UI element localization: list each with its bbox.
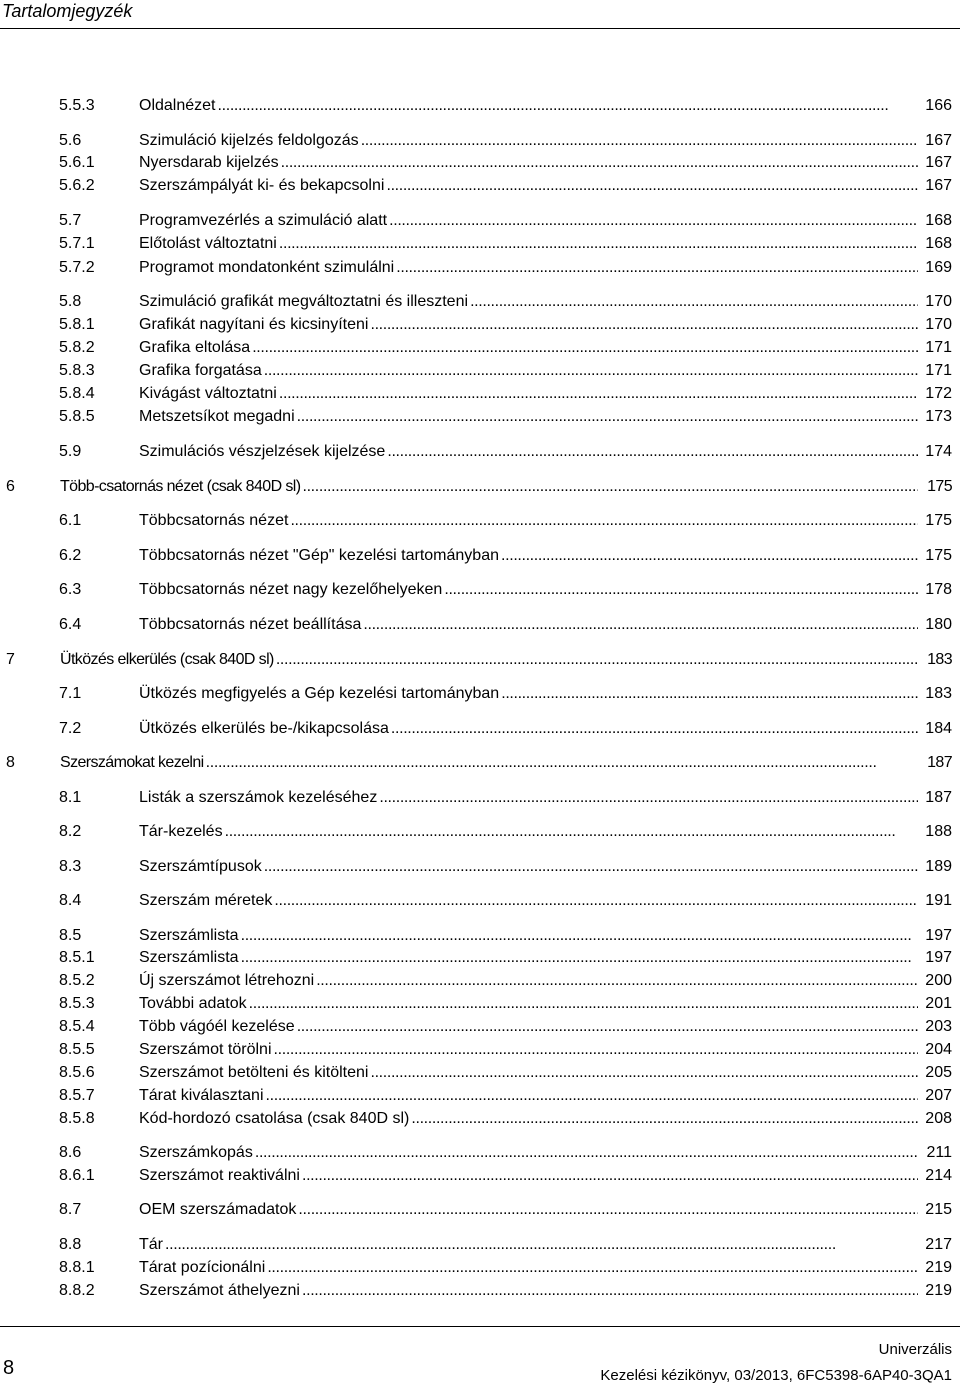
toc-entry[interactable] bbox=[0, 614, 960, 636]
toc-entry-number: 5.8.5 bbox=[59, 408, 95, 425]
toc-entry-page: 187 bbox=[925, 789, 952, 806]
toc-entry-number: 6.4 bbox=[59, 616, 82, 633]
toc-chapter-entry[interactable] bbox=[0, 649, 960, 671]
toc-entry-page: 167 bbox=[925, 177, 952, 194]
toc-entry-title[interactable]: Új szerszámot létrehozni . . . bbox=[139, 970, 918, 992]
toc-entry-number: 8.5.2 bbox=[59, 972, 95, 989]
toc-entry-title[interactable]: Grafika eltolása . . . bbox=[139, 337, 918, 359]
toc-entry-number: 8 bbox=[6, 754, 15, 771]
toc-entry-page: 178 bbox=[925, 581, 952, 598]
toc-entry-page: 175 bbox=[925, 512, 952, 529]
toc-entry-title[interactable]: Szerszámot reaktiválni . . . bbox=[139, 1165, 918, 1187]
toc-entry-page: 214 bbox=[925, 1167, 952, 1184]
toc-entry-title[interactable]: Szerszámkopás . . . bbox=[139, 1142, 918, 1164]
toc-entry[interactable] bbox=[0, 1062, 960, 1084]
toc-entry-title[interactable]: Több-csatornás nézet (csak 840D sl) . . . bbox=[60, 476, 918, 498]
toc-entry[interactable] bbox=[0, 152, 960, 174]
toc-entry-title[interactable]: Grafikát nagyítani és kicsinyíteni . . . bbox=[139, 314, 918, 336]
toc-entry[interactable] bbox=[0, 360, 960, 382]
toc-entry-page: 172 bbox=[925, 385, 952, 402]
toc-entry-page: 205 bbox=[925, 1064, 952, 1081]
toc-entry[interactable] bbox=[0, 947, 960, 969]
toc-entry-title[interactable]: További adatok . . . bbox=[139, 993, 918, 1015]
toc-entry-page: 168 bbox=[925, 212, 952, 229]
toc-entry-page: 203 bbox=[925, 1018, 952, 1035]
toc-entry-number: 7.2 bbox=[59, 720, 82, 737]
toc-entry-number: 6.3 bbox=[59, 581, 82, 598]
toc-entry-page: 201 bbox=[925, 995, 952, 1012]
toc-entry-number: 8.8.1 bbox=[59, 1259, 95, 1276]
toc-entry-title[interactable]: Többcsatornás nézet nagy kezelőhelyeken . . . bbox=[139, 579, 918, 601]
toc-entry[interactable] bbox=[0, 257, 960, 279]
toc-entry-title[interactable]: Szerszámot áthelyezni . . . bbox=[139, 1280, 918, 1302]
toc-entry-number: 8.5.3 bbox=[59, 995, 95, 1012]
toc-entry-number: 5.8.4 bbox=[59, 385, 95, 402]
toc-entry-title[interactable]: Előtolást változtatni . . . bbox=[139, 233, 918, 255]
toc-entry-number: 8.2 bbox=[59, 823, 82, 840]
toc-entry-number: 5.6 bbox=[59, 132, 82, 149]
toc-entry[interactable] bbox=[0, 993, 960, 1015]
toc-entry[interactable] bbox=[0, 970, 960, 992]
toc-entry-title[interactable]: Oldalnézet . . . bbox=[139, 95, 918, 117]
toc-entry-title[interactable]: Programvezérlés a szimuláció alatt . . . bbox=[139, 210, 918, 232]
toc-entry-title[interactable]: Nyersdarab kijelzés . . . bbox=[139, 152, 918, 174]
toc-entry-page: 166 bbox=[925, 97, 952, 114]
toc-entry[interactable] bbox=[0, 95, 960, 117]
toc-entry-number: 5.8.3 bbox=[59, 362, 95, 379]
toc-entry-number: 8.5.6 bbox=[59, 1064, 95, 1081]
toc-entry-title[interactable]: Ütközés elkerülés be-/kikapcsolása . . . bbox=[139, 718, 918, 740]
toc-entry-page: 173 bbox=[925, 408, 952, 425]
toc-entry-page: 174 bbox=[925, 443, 952, 460]
footer-page-number: 8 bbox=[3, 1357, 15, 1379]
toc-entry-number: 8.8.2 bbox=[59, 1282, 95, 1299]
toc-entry-page: 197 bbox=[925, 949, 952, 966]
toc-entry-title[interactable]: Tárat pozícionálni . . . bbox=[139, 1257, 918, 1279]
toc-entry[interactable] bbox=[0, 337, 960, 359]
toc-entry[interactable] bbox=[0, 210, 960, 232]
toc-entry-number: 5.8 bbox=[59, 293, 82, 310]
toc-entry-title[interactable]: Szerszámlista . . . bbox=[139, 947, 918, 969]
toc-entry-number: 5.7.2 bbox=[59, 259, 95, 276]
toc-entry-page: 167 bbox=[925, 154, 952, 171]
toc-entry-page: 217 bbox=[925, 1236, 952, 1253]
toc-entry-page: 175 bbox=[927, 478, 952, 495]
toc-entry[interactable] bbox=[0, 925, 960, 947]
toc-entry[interactable] bbox=[0, 821, 960, 843]
page-header bbox=[0, 0, 960, 42]
toc-entry-title[interactable]: Szerszám méretek . . . bbox=[139, 890, 918, 912]
toc-entry-title[interactable]: Többcsatornás nézet . . . bbox=[139, 510, 918, 532]
toc-entry[interactable] bbox=[0, 291, 960, 313]
toc-entry[interactable] bbox=[0, 130, 960, 152]
toc-entry-title[interactable]: Grafika forgatása . . . bbox=[139, 360, 918, 382]
toc-entry-number: 5.9 bbox=[59, 443, 82, 460]
toc-entry-page: 171 bbox=[925, 339, 952, 356]
toc-entry-number: 8.6.1 bbox=[59, 1167, 95, 1184]
toc-entry-number: 6.1 bbox=[59, 512, 82, 529]
toc-entry[interactable] bbox=[0, 233, 960, 255]
toc-entry-page: 211 bbox=[926, 1144, 952, 1161]
toc-entry-page: 175 bbox=[925, 547, 952, 564]
toc-entry-number: 6 bbox=[6, 478, 15, 495]
footer-document-info: Kezelési kézikönyv, 03/2013, 6FC5398-6AP40-3QA1 bbox=[600, 1367, 952, 1384]
footer-product-name: Univerzális bbox=[878, 1341, 952, 1358]
toc-entry-page: 189 bbox=[925, 858, 952, 875]
toc-entry-number: 8.5.4 bbox=[59, 1018, 95, 1035]
toc-entry-page: 183 bbox=[925, 685, 952, 702]
toc-entry[interactable] bbox=[0, 1016, 960, 1038]
toc-entry-number: 8.6 bbox=[59, 1144, 82, 1161]
toc-entry[interactable] bbox=[0, 1234, 960, 1256]
toc-entry[interactable] bbox=[0, 890, 960, 912]
toc-entry[interactable] bbox=[0, 383, 960, 405]
toc-entry-page: 215 bbox=[925, 1201, 952, 1218]
toc-entry-page: 188 bbox=[925, 823, 952, 840]
header-divider bbox=[0, 28, 960, 29]
toc-entry-number: 8.5.1 bbox=[59, 949, 95, 966]
toc-entry-title[interactable]: Szerszámlista . . . bbox=[139, 925, 918, 947]
toc-entry-page: 207 bbox=[925, 1087, 952, 1104]
toc-entry[interactable] bbox=[0, 314, 960, 336]
toc-entry-page: 180 bbox=[925, 616, 952, 633]
toc-entry-number: 5.7 bbox=[59, 212, 82, 229]
toc-chapter-entry[interactable] bbox=[0, 752, 960, 774]
toc-entry-number: 8.7 bbox=[59, 1201, 82, 1218]
toc-entry-number: 7.1 bbox=[59, 685, 82, 702]
toc-entry-page: 204 bbox=[925, 1041, 952, 1058]
toc-entry[interactable] bbox=[0, 545, 960, 567]
toc-entry-number: 8.1 bbox=[59, 789, 82, 806]
toc-entry-title[interactable]: Tár . . . bbox=[139, 1234, 918, 1256]
toc-entry-number: 5.8.1 bbox=[59, 316, 95, 333]
toc-entry-title[interactable]: Szimulációs vészjelzések kijelzése . . . bbox=[139, 441, 918, 463]
toc-entry-page: 219 bbox=[925, 1259, 952, 1276]
toc-entry-number: 8.5 bbox=[59, 927, 82, 944]
toc-entry-title[interactable]: Ütközés elkerülés (csak 840D sl) . . . bbox=[60, 649, 918, 671]
toc-entry-number: 5.7.1 bbox=[59, 235, 95, 252]
toc-entry-number: 5.5.3 bbox=[59, 97, 95, 114]
toc-entry-number: 8.5.7 bbox=[59, 1087, 95, 1104]
toc-entry-number: 5.6.2 bbox=[59, 177, 95, 194]
toc-entry-title[interactable]: OEM szerszámadatok . . . bbox=[139, 1199, 918, 1221]
toc-entry-title[interactable]: Kivágást változtatni . . . bbox=[139, 383, 918, 405]
toc-entry-number: 8.3 bbox=[59, 858, 82, 875]
toc-entry-page: 170 bbox=[925, 293, 952, 310]
page-title: Tartalomjegyzék bbox=[2, 1, 133, 21]
toc-entry-page: 183 bbox=[927, 651, 952, 668]
toc-entry[interactable] bbox=[0, 1142, 960, 1164]
toc-entry[interactable] bbox=[0, 510, 960, 532]
toc-entry[interactable] bbox=[0, 441, 960, 463]
toc-entry-title[interactable]: Szimuláció kijelzés feldolgozás . . . bbox=[139, 130, 918, 152]
toc-entry-page: 169 bbox=[925, 259, 952, 276]
toc-entry-title[interactable]: Ütközés megfigyelés a Gép kezelési tartományban . . . bbox=[139, 683, 918, 705]
toc-entry-title[interactable]: Többcsatornás nézet "Gép" kezelési tartományban . . . bbox=[139, 545, 918, 567]
toc-entry-page: 184 bbox=[925, 720, 952, 737]
toc-entry-title[interactable]: Listák a szerszámok kezeléséhez . . . bbox=[139, 787, 918, 809]
toc-entry-number: 8.4 bbox=[59, 892, 82, 909]
toc-entry[interactable] bbox=[0, 856, 960, 878]
toc-entry-number: 8.5.5 bbox=[59, 1041, 95, 1058]
toc-entry-page: 208 bbox=[925, 1110, 952, 1127]
toc-entry[interactable] bbox=[0, 1085, 960, 1107]
toc-entry-title[interactable]: Tár-kezelés . . . bbox=[139, 821, 918, 843]
toc-entry[interactable] bbox=[0, 1165, 960, 1187]
toc-entry[interactable] bbox=[0, 406, 960, 428]
toc-entry-title[interactable]: Szimuláció grafikát megváltoztatni és illeszteni . . . bbox=[139, 291, 918, 313]
toc-entry-number: 8.8 bbox=[59, 1236, 82, 1253]
toc-entry-page: 191 bbox=[925, 892, 952, 909]
toc-entry[interactable] bbox=[0, 718, 960, 740]
toc-entry-title[interactable]: Szerszámpályát ki- és bekapcsolni . . . bbox=[139, 175, 918, 197]
toc-entry-number: 8.5.8 bbox=[59, 1110, 95, 1127]
toc-entry-number: 7 bbox=[6, 651, 15, 668]
toc-entry-number: 5.8.2 bbox=[59, 339, 95, 356]
toc-entry-title[interactable]: Tárat kiválasztani . . . bbox=[139, 1085, 918, 1107]
toc-entry[interactable] bbox=[0, 1039, 960, 1061]
toc-entry[interactable] bbox=[0, 1108, 960, 1130]
toc-entry-title[interactable]: Szerszámot betölteni és kitölteni . . . bbox=[139, 1062, 918, 1084]
toc-entry-title[interactable]: Programot mondatonként szimulálni . . . bbox=[139, 257, 918, 279]
toc-entry-title[interactable]: Szerszámot törölni . . . bbox=[139, 1039, 918, 1061]
toc-entry-title[interactable]: Több vágóél kezelése . . . bbox=[139, 1016, 918, 1038]
toc-entry[interactable] bbox=[0, 579, 960, 601]
toc-entry[interactable] bbox=[0, 787, 960, 809]
toc-entry[interactable] bbox=[0, 1257, 960, 1279]
toc-entry-number: 5.6.1 bbox=[59, 154, 95, 171]
toc-entry-page: 219 bbox=[925, 1282, 952, 1299]
toc-entry[interactable] bbox=[0, 1199, 960, 1221]
toc-entry-page: 168 bbox=[925, 235, 952, 252]
toc-entry-page: 167 bbox=[925, 132, 952, 149]
toc-entry-page: 171 bbox=[925, 362, 952, 379]
toc-entry-page: 197 bbox=[925, 927, 952, 944]
toc-entry[interactable] bbox=[0, 683, 960, 705]
footer-divider bbox=[0, 1326, 960, 1327]
toc-entry-title[interactable]: Szerszámtípusok . . . bbox=[139, 856, 918, 878]
toc-entry-page: 170 bbox=[925, 316, 952, 333]
toc-chapter-entry[interactable] bbox=[0, 476, 960, 498]
toc-entry-title[interactable]: Kód-hordozó csatolása (csak 840D sl) . . . bbox=[139, 1108, 918, 1130]
toc-entry-number: 6.2 bbox=[59, 547, 82, 564]
toc-entry-page: 187 bbox=[927, 754, 952, 771]
toc-entry-title[interactable]: Többcsatornás nézet beállítása . . . bbox=[139, 614, 918, 636]
toc-entry-page: 200 bbox=[925, 972, 952, 989]
toc-entry[interactable] bbox=[0, 175, 960, 197]
toc-entry-title[interactable]: Metszetsíkot megadni . . . bbox=[139, 406, 918, 428]
toc-entry-title[interactable]: Szerszámokat kezelni . . . bbox=[60, 752, 918, 774]
toc-entry[interactable] bbox=[0, 1280, 960, 1302]
